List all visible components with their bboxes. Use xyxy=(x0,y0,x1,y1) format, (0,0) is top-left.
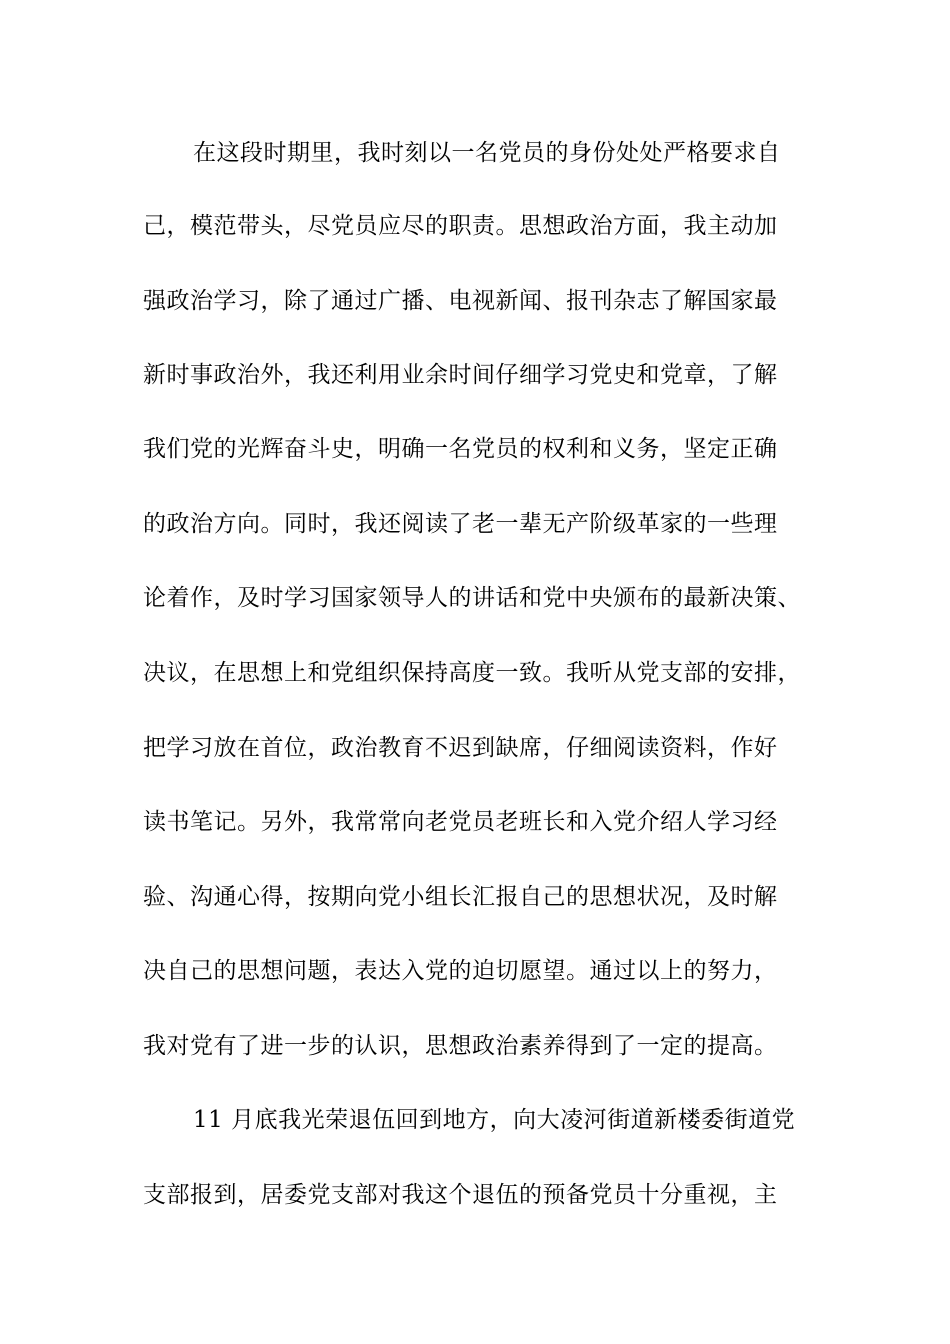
paragraph-2-line-2: 支部报到，居委党支部对我这个退伍的预备党员十分重视，主 xyxy=(143,1182,778,1208)
paragraph-1-line-9: 把学习放在首位，政治教育不迟到缺席，仔细阅读资料，作好 xyxy=(143,735,778,761)
paragraph-1-line-7: 论着作，及时学习国家领导人的讲话和党中央颁布的最新决策、 xyxy=(143,585,801,611)
paragraph-1-line-3: 强政治学习，除了通过广播、电视新闻、报刊杂志了解国家最 xyxy=(143,288,778,314)
paragraph-1-line-8: 决议，在思想上和党组织保持高度一致。我听从党支部的安排， xyxy=(143,660,801,686)
paragraph-1-line-2: 己，模范带头，尽党员应尽的职责。思想政治方面，我主动加 xyxy=(143,213,778,239)
paragraph-1-line-12: 决自己的思想问题，表达入党的迫切愿望。通过以上的努力， xyxy=(143,958,778,984)
paragraph-1-line-10: 读书笔记。另外，我常常向老党员老班长和入党介绍人学习经 xyxy=(143,809,778,835)
paragraph-1-line-4: 新时事政治外，我还利用业余时间仔细学习党史和党章，了解 xyxy=(143,362,778,388)
paragraph-1-line-6: 的政治方向。同时，我还阅读了老一辈无产阶级革家的一些理 xyxy=(143,511,778,537)
paragraph-1-line-1: 在这段时期里，我时刻以一名党员的身份处处严格要求自 xyxy=(193,140,781,166)
paragraph-2-line-1: 11 月底我光荣退伍回到地方，向大凌河街道新楼委街道党 xyxy=(193,1107,796,1133)
paragraph-1-line-11: 验、沟通心得，按期向党小组长汇报自己的思想状况，及时解 xyxy=(143,884,778,910)
paragraph-1-line-5: 我们党的光辉奋斗史，明确一名党员的权利和义务，坚定正确 xyxy=(143,436,778,462)
paragraph-1-line-13: 我对党有了进一步的认识，思想政治素养得到了一定的提高。 xyxy=(143,1033,778,1059)
